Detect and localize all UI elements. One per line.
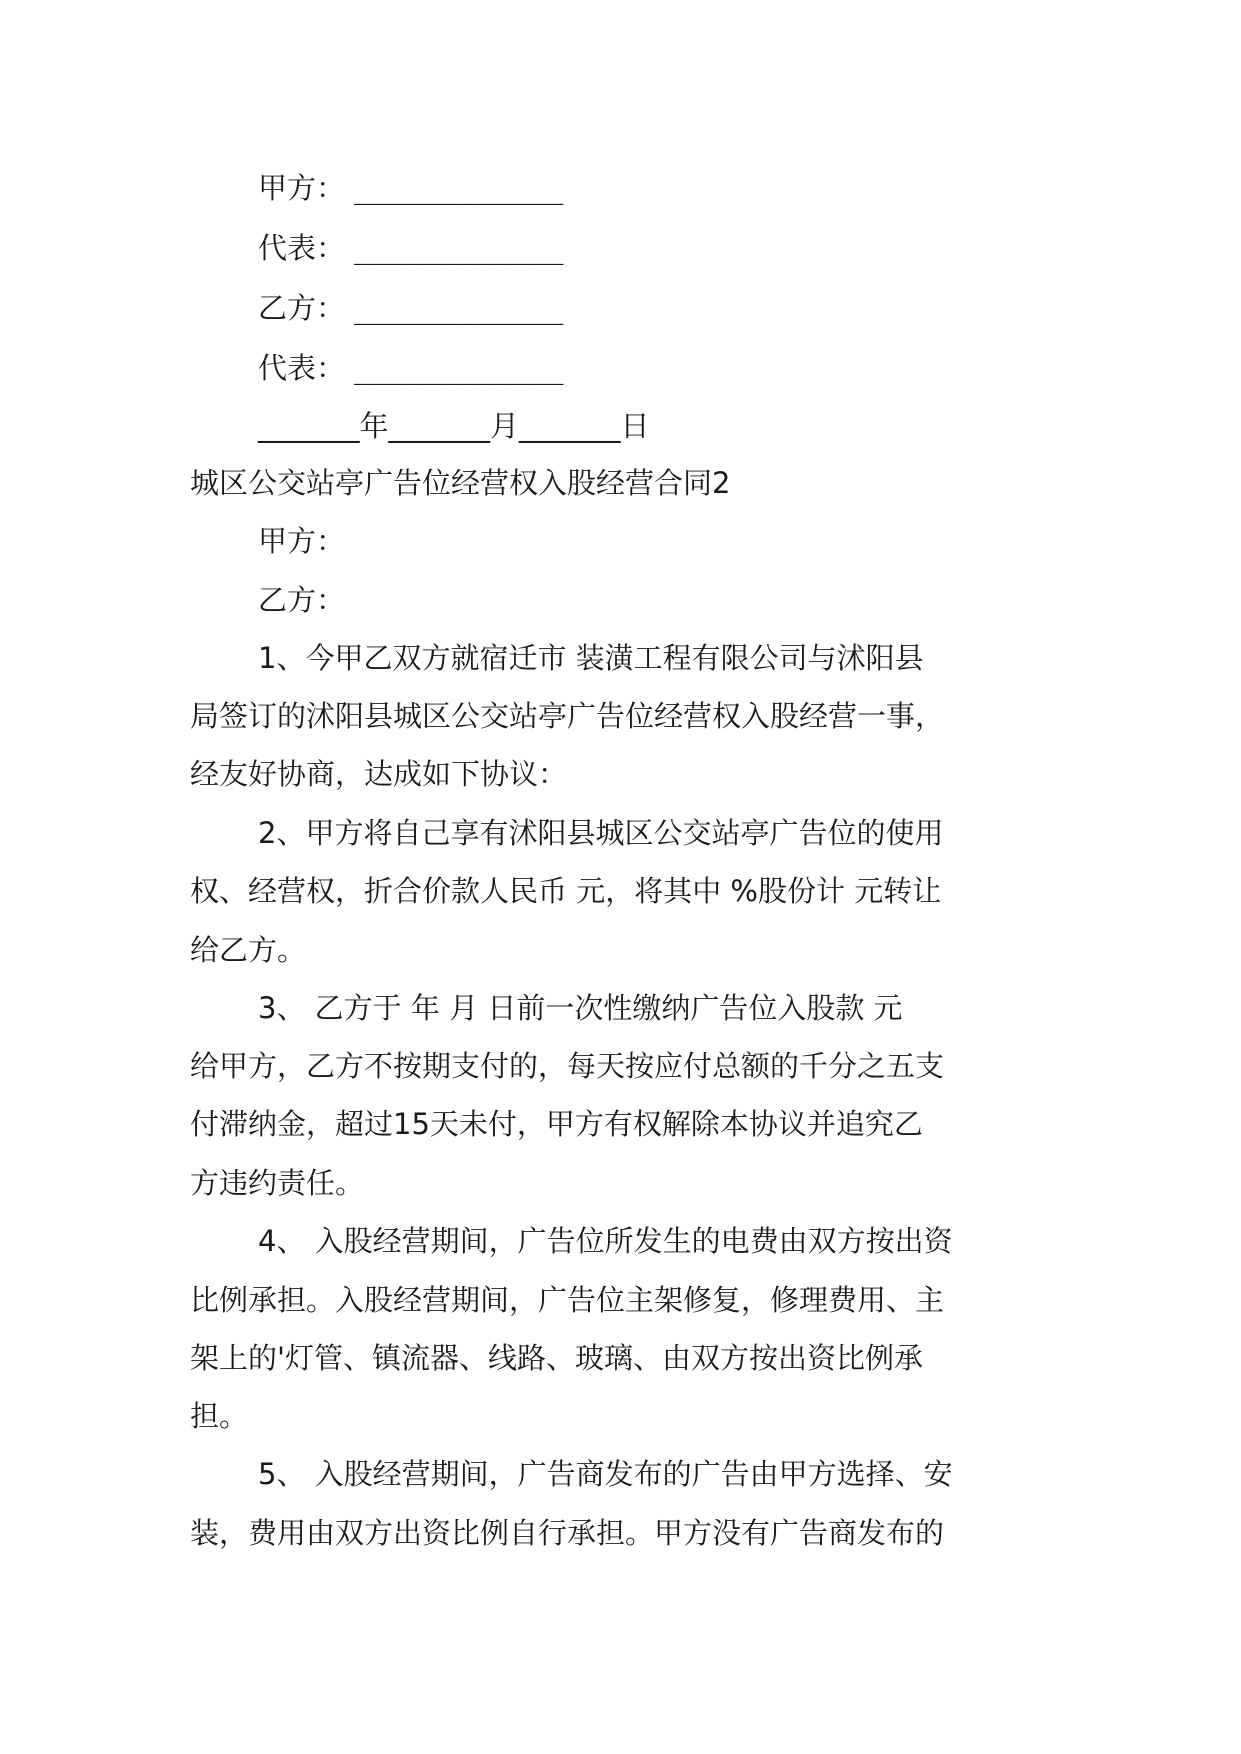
clause-4-line-1: 4、 入股经营期间，广告位所发生的电费由双方按出资 (258, 1224, 953, 1258)
party-a-blank: ____________ (354, 171, 564, 205)
clause-3-line-2: 给甲方，乙方不按期支付的，每天按应付总额的千分之五支 (190, 1049, 945, 1083)
clause-5-line-1: 5、 入股经营期间，广告商发布的广告由甲方选择、安 (258, 1457, 953, 1491)
contract-party-a: 甲方： (258, 524, 346, 558)
clause-3-line-3: 付滞纳金，超过15天未付，甲方有权解除本协议并追究乙 (190, 1107, 923, 1141)
representative-a-blank: ____________ (354, 231, 564, 265)
contract-title: 城区公交站亭广告位经营权入股经营合同2 (190, 466, 731, 500)
representative-b-blank: ____________ (354, 351, 564, 385)
clause-2-line-1: 2、甲方将自己享有沭阳县城区公交站亭广告位的使用 (258, 816, 944, 850)
clause-4-line-3: 架上的'灯管、镇流器、线路、玻璃、由双方按出资比例承 (190, 1341, 923, 1375)
party-b-label: 乙方： (258, 291, 346, 325)
clause-3-line-4: 方违约责任。 (190, 1166, 365, 1200)
representative-a-label: 代表： (258, 231, 346, 265)
contract-party-b: 乙方： (258, 583, 346, 617)
clause-2-line-2: 权、经营权，折合价款人民币 元，将其中 %股份计 元转让 (190, 874, 942, 908)
clause-4-line-4: 担。 (190, 1399, 249, 1433)
signature-date-line: _______年_______月_______日 (258, 409, 650, 443)
clause-1-line-3: 经友好协商，达成如下协议： (190, 757, 568, 791)
representative-b-label: 代表： (258, 351, 346, 385)
party-a-label: 甲方： (258, 171, 346, 205)
clause-4-line-2: 比例承担。入股经营期间，广告位主架修复，修理费用、主 (190, 1283, 945, 1317)
clause-1-line-1: 1、今甲乙双方就宿迁市 装潢工程有限公司与沭阳县 (258, 641, 924, 675)
clause-3-line-1: 3、 乙方于 年 月 日前一次性缴纳广告位入股款 元 (258, 991, 903, 1025)
clause-5-line-2: 装，费用由双方出资比例自行承担。甲方没有广告商发布的 (190, 1516, 945, 1550)
party-b-blank: ____________ (354, 291, 564, 325)
clause-2-line-3: 给乙方。 (190, 933, 307, 967)
clause-1-line-2: 局签订的沭阳县城区公交站亭广告位经营权入股经营一事， (190, 699, 945, 733)
